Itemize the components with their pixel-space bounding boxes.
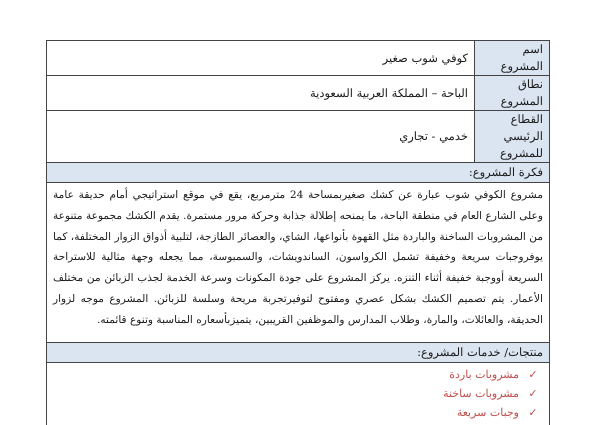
project-idea-heading: فكرة المشروع: <box>46 163 550 183</box>
project-idea-text: مشروع الكوفي شوب عبارة عن كشك صغيربمساحة 24 مترمربع، يقع في موقع استراتيجي أمام حديقة عامة وعلى الشارع العام في منطقة الباحة، ما يمنحه إطلالة جذابة وحركة مرور مستمرة. يقدم الكشك مجموعة متنوعة من المشروبات الساخنة والباردة مثل القهوة بأنواعها، الشاي، والعصائر الطازجة، لتلبية أذواق الزوار المختلفة، كما يوفروجبات سريعة وخفيفة تشمل الكرواسون، الساندويشات، والسمبوسة، مما يجعله وجهة مثالية للاستراحة السريعة أووجبة خفيفة أثناء التنزه. يركز المشروع على جودة المكونات وسرعة الخدمة لجذب الزبائن من مختلف الأعمار. يتم تصميم الكشك بشكل عصري ومفتوح لتوفيرتجربة مريحة وسلسة للزبائن. المشروع موجه لزوار الحديقة، والعائلات، والمارة، وطلاب المدارس والموظفين القريبين، يتميزبأسعاره المناسبة وتنوع قائمته. <box>46 183 550 343</box>
project-sector-row <box>47 111 550 163</box>
project-scope-row <box>47 76 550 111</box>
project-scope-value: الباحة – المملكة العربية السعودية <box>47 76 475 111</box>
project-sector-value: خدمي - تجاري <box>47 111 475 163</box>
product-item-label: مشروبات باردة <box>449 368 519 381</box>
project-sheet <box>46 40 550 425</box>
products-heading: منتجات/ خدمات المشروع: <box>46 343 550 363</box>
product-item-label: مشروبات ساخنة <box>443 387 519 400</box>
check-icon: ✓ <box>528 406 538 419</box>
project-name-label: اسم المشروع <box>475 41 550 76</box>
check-icon: ✓ <box>528 387 538 400</box>
product-item <box>53 403 539 422</box>
product-item <box>53 384 539 403</box>
project-scope-label: نطاق المشروع <box>475 76 550 111</box>
product-item-label: وجبات سريعة <box>456 406 519 419</box>
project-sector-label: القطاع الرئيسي للمشروع <box>475 111 550 163</box>
products-list <box>46 363 550 425</box>
product-item <box>53 365 539 384</box>
project-name-row <box>47 41 550 76</box>
project-info-table <box>46 40 550 163</box>
project-name-value: كوفي شوب صغير <box>47 41 475 76</box>
check-icon: ✓ <box>528 368 538 381</box>
